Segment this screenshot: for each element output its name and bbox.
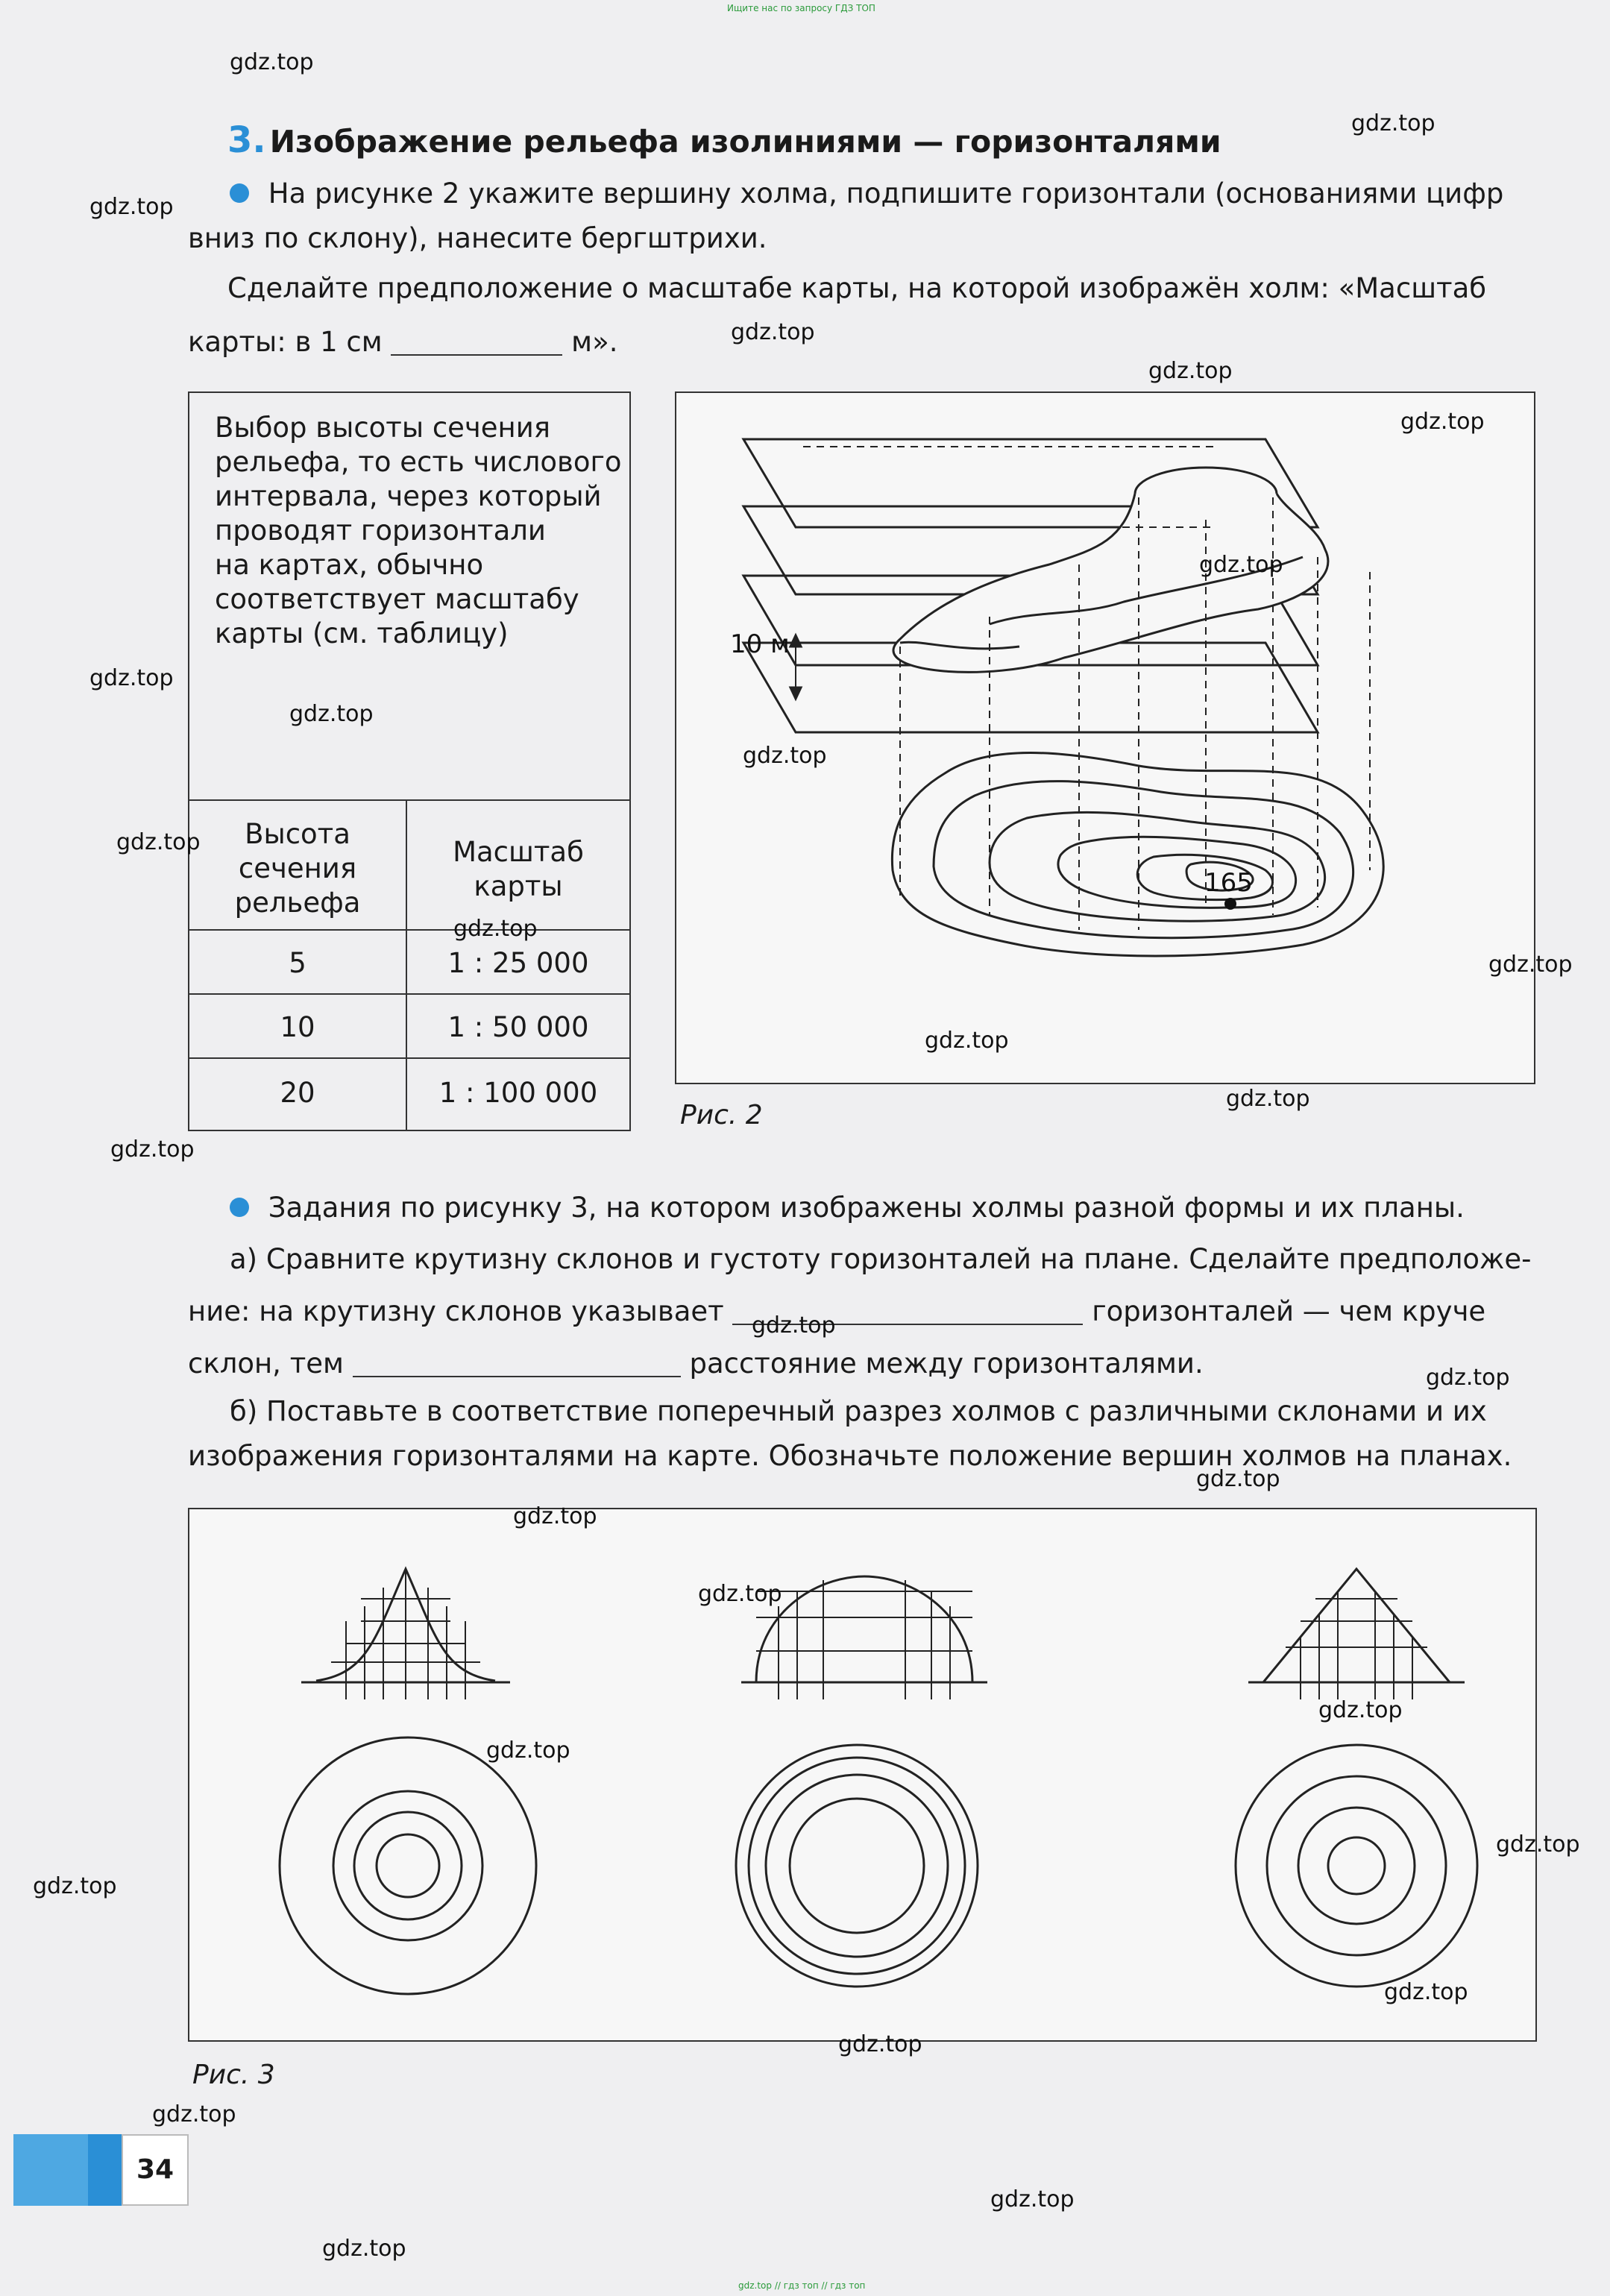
col-header-height: Высота сечения рельефа bbox=[234, 818, 361, 919]
page-tab-stripe bbox=[88, 2134, 122, 2206]
watermark: gdz.top bbox=[1148, 358, 1233, 384]
watermark: gdz.top bbox=[1426, 1365, 1510, 1391]
page-number: 34 bbox=[122, 2134, 189, 2206]
hill-profile bbox=[756, 1576, 972, 1682]
watermark: gdz.top bbox=[110, 1136, 195, 1163]
watermark: gdz.top bbox=[990, 2186, 1075, 2212]
hill-body bbox=[893, 494, 1328, 672]
watermark: gdz.top bbox=[322, 2236, 406, 2262]
watermark: gdz.top bbox=[513, 1503, 597, 1529]
table-cell: 1 : 50 000 bbox=[447, 1011, 589, 1043]
task1-line2: вниз по склону), нанесите бергштрихи. bbox=[188, 222, 767, 254]
tasks3-intro: Задания по рисунку 3, на котором изображены холмы разной формы и их планы. bbox=[230, 1182, 1465, 1234]
contour-line bbox=[934, 781, 1353, 938]
table-cell: 1 : 100 000 bbox=[438, 1077, 598, 1109]
peak-point bbox=[1224, 898, 1236, 910]
peak-label: 165 bbox=[1204, 868, 1253, 898]
watermark: gdz.top bbox=[743, 743, 827, 769]
watermark: gdz.top bbox=[33, 1873, 117, 1899]
figure2-caption: Рис. 2 bbox=[680, 1100, 763, 1130]
watermark: gdz.top bbox=[752, 1312, 836, 1339]
scale-table bbox=[189, 799, 629, 1131]
bottom-banner: gdz.top // гдз топ // гдз топ bbox=[738, 2280, 866, 2291]
watermark: gdz.top bbox=[1318, 1697, 1403, 1723]
task2-line1: Сделайте предположение о масштабе карты, на которой изображён холм: «Масштаб bbox=[227, 272, 1487, 304]
watermark: gdz.top bbox=[116, 829, 201, 855]
contour-plan bbox=[280, 1737, 536, 1994]
watermark: gdz.top bbox=[1351, 110, 1436, 136]
watermark: gdz.top bbox=[1384, 1979, 1468, 2005]
top-banner: Ищите нас по запросу ГДЗ ТОП bbox=[727, 3, 875, 13]
watermark: gdz.top bbox=[731, 319, 815, 345]
table-cell: 5 bbox=[289, 947, 306, 979]
section-title: Изображение рельефа изолиниями — горизонталями bbox=[269, 124, 1221, 160]
scale-answer-blank[interactable] bbox=[391, 324, 562, 356]
bullet-icon bbox=[230, 183, 249, 203]
section-heading bbox=[227, 119, 1221, 161]
info-text: Выбор высоты сечения рельефа, то есть числового интервала, через который проводят горизонтали на картах, обычно соответствует масштабу карты (см. таблицу) bbox=[215, 412, 622, 650]
watermark: gdz.top bbox=[1496, 1831, 1580, 1858]
bullet-icon bbox=[230, 1198, 249, 1217]
hill-diagram bbox=[676, 393, 1534, 1083]
task-a-line3: склон, тем расстояние между горизонталями. bbox=[188, 1347, 1204, 1380]
watermark: gdz.top bbox=[698, 1581, 782, 1607]
task2-line2: карты: в 1 см м». bbox=[188, 326, 618, 358]
contour-plan bbox=[1236, 1745, 1477, 1987]
figure3-panel bbox=[188, 1508, 1537, 2042]
watermark: gdz.top bbox=[89, 665, 174, 691]
watermark: gdz.top bbox=[453, 916, 538, 942]
task-b-line1: б) Поставьте в соответствие поперечный разрез холмов с различными склонами и их bbox=[230, 1395, 1487, 1427]
table-cell: 20 bbox=[280, 1077, 315, 1109]
page-tab-stripe bbox=[13, 2134, 88, 2206]
task-b-line2: изображения горизонталями на карте. Обозначьте положение вершин холмов на планах. bbox=[188, 1440, 1512, 1472]
watermark: gdz.top bbox=[1488, 952, 1573, 978]
watermark: gdz.top bbox=[1400, 409, 1485, 435]
watermark: gdz.top bbox=[486, 1737, 570, 1764]
table-cell: 1 : 25 000 bbox=[447, 947, 589, 979]
info-box bbox=[188, 391, 631, 1131]
watermark: gdz.top bbox=[1196, 1466, 1280, 1492]
task1-line1: На рисунке 2 укажите вершину холма, подпишите горизонтали (основаниями цифр bbox=[230, 168, 1503, 220]
watermark: gdz.top bbox=[1199, 552, 1283, 578]
watermark: gdz.top bbox=[838, 2031, 922, 2057]
watermark: gdz.top bbox=[152, 2101, 236, 2127]
task-a-line1: а) Сравните крутизну склонов и густоту горизонталей на плане. Сделайте предположе- bbox=[230, 1243, 1532, 1275]
hill-profile bbox=[1263, 1569, 1450, 1682]
answer-blank[interactable] bbox=[353, 1346, 681, 1377]
col-header-scale: Масштаб карты bbox=[453, 836, 584, 902]
task-a-line2: ние: на крутизну склонов указывает горизонталей — чем круче bbox=[188, 1295, 1486, 1327]
watermark: gdz.top bbox=[230, 49, 314, 75]
watermark: gdz.top bbox=[289, 701, 374, 727]
figure2-panel bbox=[675, 391, 1535, 1084]
table-cell: 10 bbox=[280, 1011, 315, 1043]
watermark: gdz.top bbox=[89, 194, 174, 220]
contour-plan bbox=[736, 1745, 978, 1987]
watermark: gdz.top bbox=[925, 1028, 1009, 1054]
watermark: gdz.top bbox=[1226, 1086, 1310, 1112]
hills-figure bbox=[189, 1509, 1535, 2040]
figure3-caption: Рис. 3 bbox=[192, 2060, 275, 2090]
section-number: 3. bbox=[227, 119, 266, 161]
interval-label: 10 м bbox=[730, 629, 790, 659]
